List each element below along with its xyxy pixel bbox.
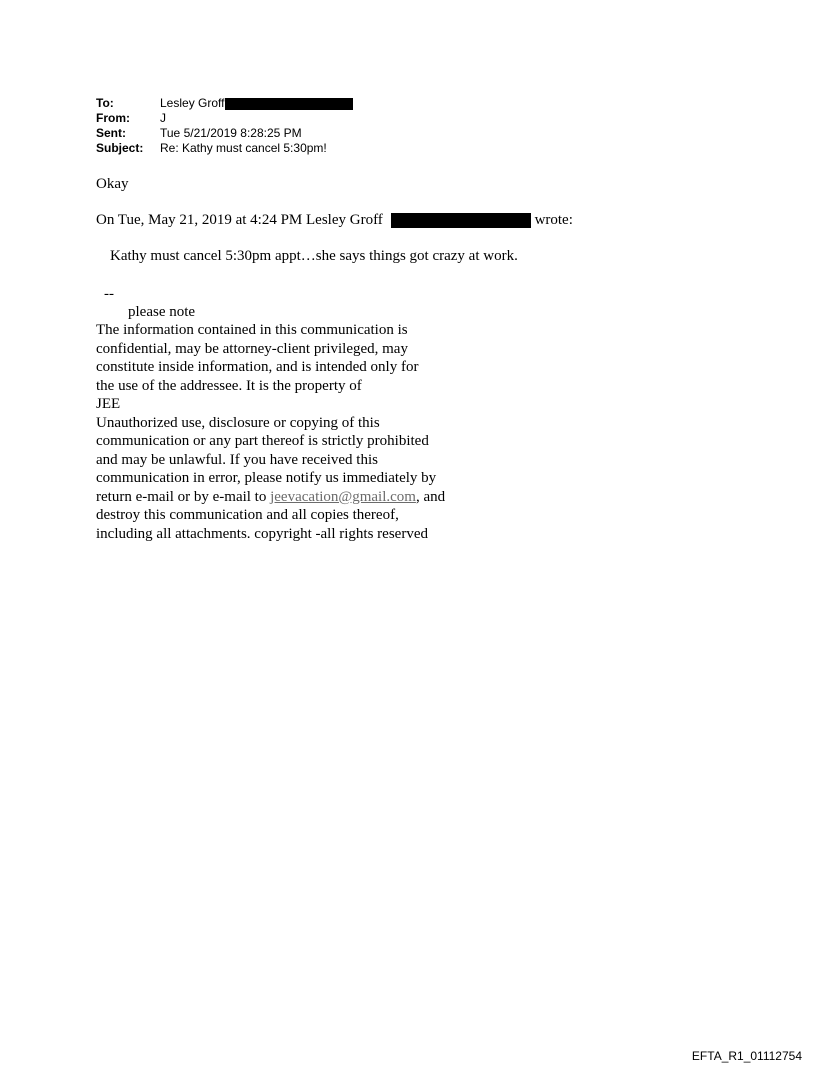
email-header — [96, 96, 353, 156]
to-label: To: — [96, 96, 114, 110]
reply-text: Okay — [96, 176, 129, 192]
sent-row — [96, 126, 353, 141]
disclaimer-line: and may be unlawful. If you have received this — [96, 451, 378, 468]
document-id: EFTA_R1_01112754 — [691, 1049, 802, 1063]
subject-row — [96, 141, 353, 156]
disclaimer-block — [96, 321, 445, 543]
redaction-box — [225, 98, 353, 110]
disclaimer-line: destroy this communication and all copies thereof, — [96, 507, 399, 523]
email-line-suffix: , and — [415, 488, 446, 505]
to-value — [160, 96, 353, 111]
sent-label: Sent: — [96, 126, 126, 140]
from-label: From: — [96, 111, 130, 125]
subject-label: Subject: — [96, 141, 144, 155]
disclaimer-line: Unauthorized use, disclosure or copying of this — [96, 414, 380, 431]
quote-intro — [96, 211, 573, 229]
redaction-box — [391, 213, 531, 228]
disclaimer-line: communication in error, please notify us immediately by — [96, 470, 437, 486]
disclaimer-line: confidential, may be attorney-client privileged, may — [96, 340, 408, 357]
quoted-message: Kathy must cancel 5:30pm appt…she says things got crazy at work. — [110, 248, 518, 264]
disclaimer-line: communication or any part thereof is strictly prohibited — [96, 433, 429, 449]
to-name: Lesley Groff — [160, 96, 225, 110]
subject-value: Re: Kathy must cancel 5:30pm! — [160, 141, 327, 155]
email-line-prefix: return e-mail or by e-mail to — [96, 488, 271, 505]
disclaimer-line: JEE — [96, 396, 121, 412]
from-row — [96, 111, 353, 126]
disclaimer-line: constitute inside information, and is intended only for — [96, 359, 419, 375]
to-row — [96, 96, 353, 111]
quote-intro-end: wrote: — [534, 212, 573, 228]
disclaimer-line: the use of the addressee. It is the property of — [96, 377, 362, 394]
quote-intro-start: On Tue, May 21, 2019 at 4:24 PM Lesley Groff — [96, 212, 383, 228]
from-value: J — [160, 111, 166, 125]
disclaimer-email-line — [96, 488, 445, 507]
disclaimer-line: The information contained in this communication is — [96, 322, 408, 338]
disclaimer-line: including all attachments. copyright -all rights reserved — [96, 525, 428, 542]
signature-note: please note — [128, 304, 196, 320]
sent-value: Tue 5/21/2019 8:28:25 PM — [160, 126, 302, 140]
email-link[interactable]: jeevacation@gmail.com — [270, 488, 416, 505]
signature-separator: -- — [104, 286, 114, 302]
